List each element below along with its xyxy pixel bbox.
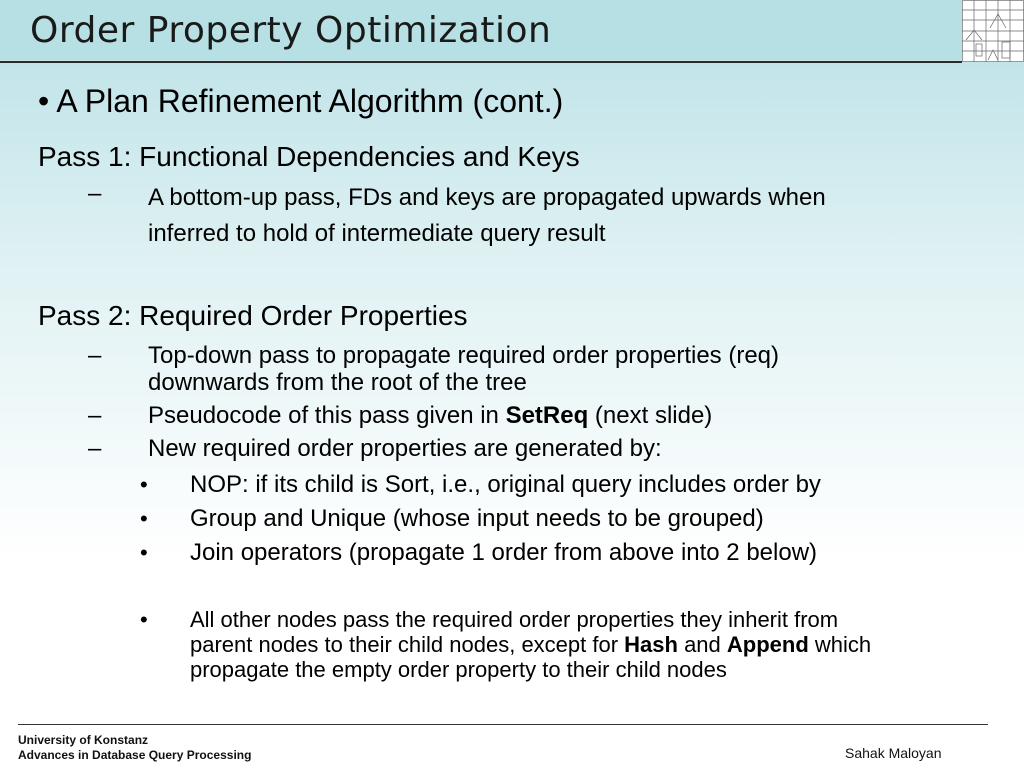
footer-divider [18, 724, 988, 725]
pass2-heading: Pass 2: Required Order Properties [38, 300, 468, 331]
bullet-symbol: • [38, 83, 50, 119]
pass2-item1-line2: downwards from the root of the tree [148, 369, 527, 396]
pass1-item1-line2: inferred to hold of intermediate query result [148, 220, 606, 247]
hash-term: Hash [624, 632, 678, 657]
dash-symbol: – [88, 435, 102, 462]
main-bullet-text: A Plan Refinement Algorithm (cont.) [56, 83, 564, 119]
pass2-sub4-line1: All other nodes pass the required order properties they inherit from [190, 607, 839, 632]
dash-symbol: – [88, 342, 102, 369]
footer-course: Advances in Database Query Processing [18, 748, 252, 762]
bullet-symbol: • [140, 472, 148, 497]
pass2-sub4-line2-pre: parent nodes to their child nodes, except for [190, 632, 625, 657]
pass2-sub3: Join operators (propagate 1 order from above into 2 below) [190, 539, 818, 566]
pass2-item3: New required order properties are generated by: [148, 435, 662, 462]
bullet-symbol: • [140, 540, 148, 565]
slide-title: Order Property Optimization [30, 10, 552, 51]
pass2-item1 [148, 342, 968, 396]
pass2-sub4-mid: and [677, 632, 727, 657]
pass1-item1-line1: A bottom-up pass, FDs and keys are propagated upwards when [148, 184, 826, 211]
pass2-sub1: NOP: if its child is Sort, i.e., original query includes order by [190, 471, 821, 498]
pass1-item1 [148, 180, 968, 252]
setreq-term: SetReq [505, 402, 589, 429]
pass2-item1-line1: Top-down pass to propagate required order properties (req) [148, 342, 780, 369]
pass2-sub2: Group and Unique (whose input needs to be grouped) [190, 505, 764, 532]
pass2-item2 [148, 402, 968, 430]
dash-symbol: – [88, 180, 102, 207]
dash-symbol: – [88, 402, 102, 429]
pass2-item2-post: (next slide) [588, 402, 713, 429]
append-term: Append [726, 632, 809, 657]
bullet-symbol: • [140, 607, 148, 632]
footer-institution [18, 733, 251, 763]
bullet-symbol: • [140, 506, 148, 531]
footer-university: University of Konstanz [18, 733, 149, 747]
main-bullet [38, 82, 563, 120]
footer-author: Sahak Maloyan [845, 745, 942, 761]
pass2-sub4 [190, 607, 1000, 682]
pass2-sub4-line2-post: which [808, 632, 872, 657]
pass2-sub4-line3: propagate the empty order property to their child nodes [190, 657, 727, 682]
pass2-item2-pre: Pseudocode of this pass given in [148, 402, 506, 429]
pass1-heading: Pass 1: Functional Dependencies and Keys [38, 141, 580, 172]
